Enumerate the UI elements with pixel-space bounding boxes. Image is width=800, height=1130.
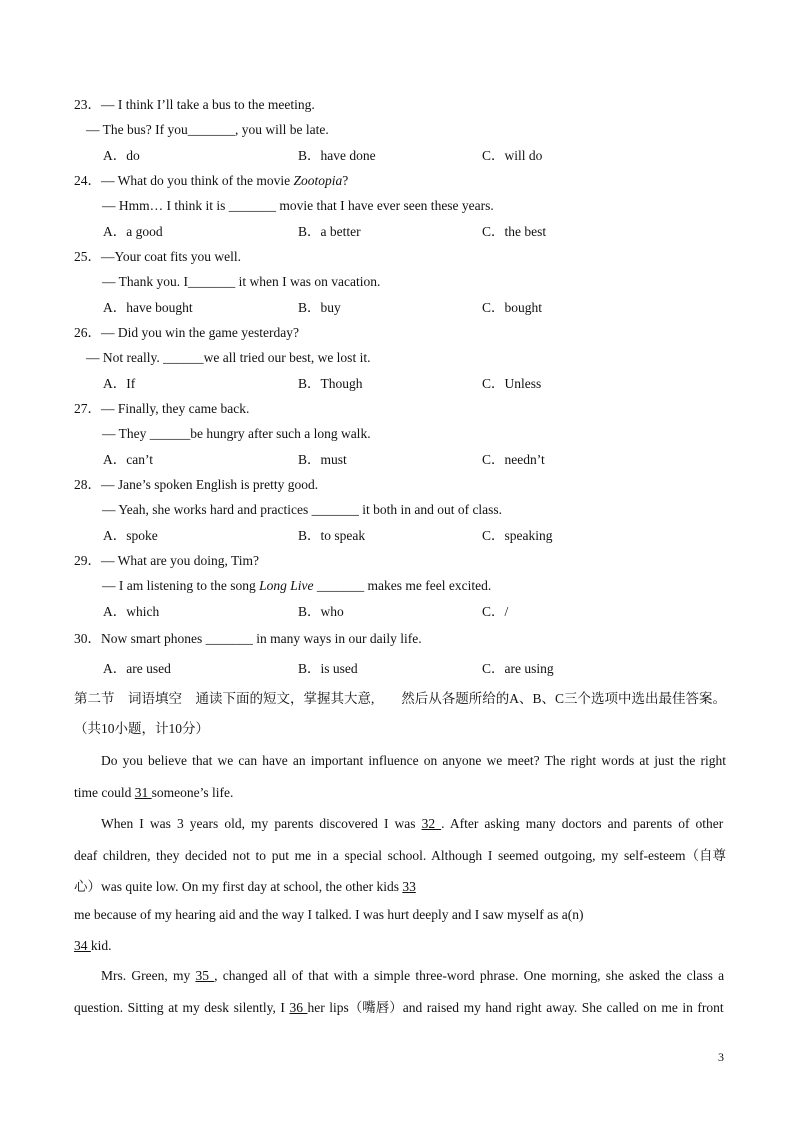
q25-option-b: B．buy bbox=[298, 300, 341, 315]
q24-option-a: A．a good bbox=[103, 224, 163, 239]
q27-option-b: B．must bbox=[298, 452, 347, 467]
q29-reply: — I am listening to the song Long Live _______ makes me feel excited. bbox=[102, 578, 492, 593]
q24-option-c: C．the best bbox=[482, 224, 547, 239]
q27-option-c: C．needn’t bbox=[482, 452, 545, 467]
q28-reply: — Yeah, she works hard and practices _______ it both in and out of class. bbox=[102, 502, 503, 517]
q25-reply: — Thank you. I_______ it when I was on vacation. bbox=[102, 274, 381, 289]
passage-line: time could 31 someone’s life. bbox=[74, 785, 234, 800]
blank-33: 33 bbox=[402, 879, 416, 894]
q28-option-b: B．to speak bbox=[298, 528, 366, 543]
q23-reply: — The bus? If you_______, you will be late. bbox=[86, 122, 329, 137]
passage-line: deaf children, they decided not to put me in a special school. Although I seemed outgoing, my self-esteem（自尊 bbox=[74, 848, 726, 863]
q23-option-c: C．will do bbox=[482, 148, 543, 163]
q23-option-a: A．do bbox=[103, 148, 140, 163]
blank-35: 35 bbox=[195, 968, 215, 983]
q26-option-c: C．Unless bbox=[482, 376, 542, 391]
passage-line: Do you believe that we can have an important influence on anyone we meet? The right words at just the right bbox=[101, 753, 726, 768]
passage-line: me because of my hearing aid and the way I talked. I was hurt deeply and I saw myself as a(n) bbox=[74, 907, 584, 922]
q29-option-b: B．who bbox=[298, 604, 344, 619]
q30-option-c: C．are using bbox=[482, 661, 554, 676]
page-number: 3 bbox=[718, 1050, 724, 1064]
q29-option-a: A．which bbox=[103, 604, 160, 619]
q25-option-a: A．have bought bbox=[103, 300, 193, 315]
q27-stem: 27．— Finally, they came back. bbox=[74, 401, 250, 416]
passage-line: Mrs. Green, my 35 , changed all of that with a simple three-word phrase. One morning, she asked the class a bbox=[101, 968, 725, 983]
blank-31: 31 bbox=[134, 785, 152, 800]
movie-title: Zootopia bbox=[293, 173, 343, 188]
q26-reply: — Not really. ______we all tried our best, we lost it. bbox=[86, 350, 371, 365]
passage-line: When I was 3 years old, my parents discovered I was 32 . After asking many doctors and parents of other bbox=[101, 816, 724, 831]
q28-option-a: A．spoke bbox=[103, 528, 158, 543]
q27-option-a: A．can’t bbox=[103, 452, 153, 467]
blank-32: 32 bbox=[421, 816, 442, 831]
q29-option-c: C．/ bbox=[482, 604, 509, 619]
q27-reply: — They ______be hungry after such a long walk. bbox=[102, 426, 371, 441]
blank-34: 34 bbox=[74, 938, 91, 953]
q23-option-b: B．have done bbox=[298, 148, 376, 163]
q24-option-b: B．a better bbox=[298, 224, 361, 239]
section-heading: 第二节 词语填空 通读下面的短文，掌握其大意, 然后从各题所给的A、B、C三个选项中选出最佳答案。 bbox=[74, 691, 726, 706]
passage-line: 心）was quite low. On my first day at school, the other kids 33 bbox=[74, 879, 416, 894]
passage-line: question. Sitting at my desk silently, I 36 her lips（嘴唇）and raised my hand right away. She called on me in front bbox=[74, 1000, 724, 1015]
q23-stem: 23．— I think I’ll take a bus to the meeting. bbox=[74, 97, 315, 112]
passage-line: 34 kid. bbox=[74, 938, 112, 953]
q26-option-b: B．Though bbox=[298, 376, 363, 391]
q30-option-b: B．is used bbox=[298, 661, 358, 676]
q26-stem: 26．— Did you win the game yesterday? bbox=[74, 325, 299, 340]
q24-reply: — Hmm… I think it is _______ movie that I have ever seen these years. bbox=[102, 198, 494, 213]
q28-stem: 28．— Jane’s spoken English is pretty good. bbox=[74, 477, 319, 492]
q25-stem: 25．—Your coat fits you well. bbox=[74, 249, 241, 264]
q30-stem: 30．Now smart phones _______ in many ways in our daily life. bbox=[74, 631, 422, 646]
q25-option-c: C．bought bbox=[482, 300, 543, 315]
blank-36: 36 bbox=[289, 1000, 308, 1015]
q24-stem: 24．— What do you think of the movie Zootopia? bbox=[74, 173, 349, 188]
song-title: Long Live bbox=[259, 578, 314, 593]
q29-stem: 29．— What are you doing, Tim? bbox=[74, 553, 259, 568]
q30-option-a: A．are used bbox=[103, 661, 171, 676]
q28-option-c: C．speaking bbox=[482, 528, 553, 543]
q26-option-a: A．If bbox=[103, 376, 136, 391]
section-score-note: （共10小题，计10分） bbox=[74, 721, 209, 736]
